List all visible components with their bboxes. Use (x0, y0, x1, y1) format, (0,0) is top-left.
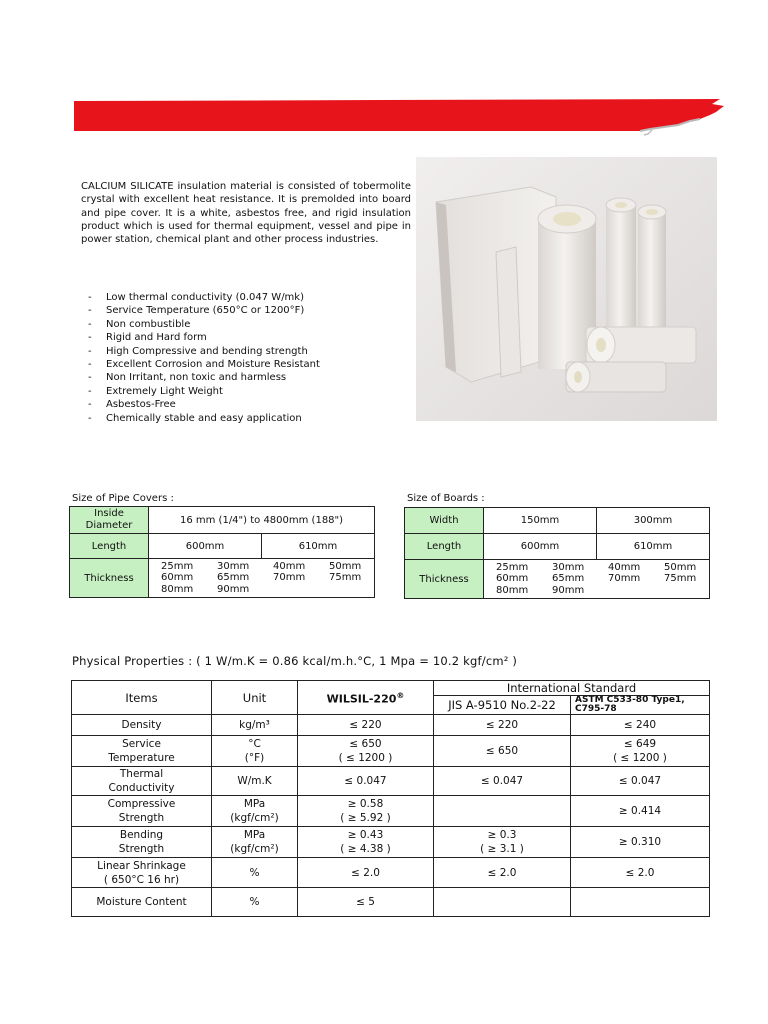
property-wilsil-cell (298, 827, 434, 858)
cell-line: ≥ 0.414 (618, 805, 662, 817)
feature-item: - Service Temperature (650°C or 1200°F) (88, 304, 320, 317)
cell-line: % (249, 896, 260, 908)
header-items: Items (72, 681, 212, 715)
thickness-value: 80mm (161, 583, 194, 595)
property-wilsil-cell (298, 796, 434, 827)
product-name: WILSIL-220 (326, 692, 397, 706)
property-astm-cell (571, 796, 710, 827)
cell-line: % (249, 866, 260, 879)
cell-line: ≤ 220 (349, 719, 382, 731)
pipe-covers-table (69, 506, 375, 598)
feature-list (88, 291, 320, 425)
inside-diameter-value: 16 mm (1/4") to 4800mm (188") (149, 507, 375, 534)
cell-line: Thermal (119, 768, 164, 780)
cell-line: ≤ 0.047 (344, 775, 387, 787)
thickness-value: 90mm (552, 584, 585, 596)
thickness-value: 25mm (496, 561, 529, 573)
cell-line: ≤ 2.0 (487, 866, 517, 879)
cell-line: ( ≤ 1200 ) (613, 752, 667, 764)
feature-item: - Extremely Light Weight (88, 385, 320, 398)
property-item-cell (72, 796, 212, 827)
cell-line: ( ≤ 1200 ) (338, 752, 393, 764)
cell-line: ≤ 0.047 (480, 775, 524, 787)
physical-properties-table (71, 680, 710, 917)
property-row (72, 858, 710, 888)
cell-line: ( ≥ 5.92 ) (340, 812, 391, 824)
property-row (72, 888, 710, 917)
property-jis-cell (434, 767, 571, 796)
property-astm-cell (571, 858, 710, 888)
width-value: 150mm (484, 508, 597, 534)
property-item-cell (72, 858, 212, 888)
property-row (72, 827, 710, 858)
property-unit-cell (212, 767, 298, 796)
property-row (72, 736, 710, 767)
thickness-value: 80mm (496, 584, 529, 596)
cell-line: ≥ 0.58 (347, 798, 384, 810)
cell-line: ( ≥ 3.1 ) (480, 843, 524, 855)
property-row (72, 715, 710, 736)
thickness-label: Thickness (405, 560, 484, 599)
cell-line: ≤ 240 (623, 719, 657, 731)
pipe-covers-caption: Size of Pipe Covers : (72, 493, 174, 504)
property-jis-cell (434, 736, 571, 767)
thickness-value: 65mm (552, 573, 585, 585)
property-jis-cell (434, 796, 571, 827)
property-wilsil-cell (298, 767, 434, 796)
thickness-value: 70mm (608, 573, 641, 585)
cell-line: ≤ 2.0 (625, 866, 655, 879)
property-astm-cell (571, 767, 710, 796)
thickness-value: 90mm (217, 583, 250, 595)
cell-line: (kgf/cm²) (230, 843, 279, 855)
property-astm-cell (571, 888, 710, 917)
cell-line: ≤ 650 (485, 745, 519, 757)
feature-item: - Chemically stable and easy application (88, 412, 320, 425)
property-unit-cell (212, 827, 298, 858)
property-wilsil-cell (298, 888, 434, 917)
feature-item: - High Compressive and bending strength (88, 345, 320, 358)
cell-line: (°F) (244, 752, 265, 764)
cell-line: MPa (243, 829, 266, 841)
cell-line: ≤ 5 (356, 896, 375, 908)
cell-line: ( 650°C 16 hr) (103, 873, 180, 886)
feature-item: - Low thermal conductivity (0.047 W/mk) (88, 291, 320, 304)
property-unit-cell (212, 858, 298, 888)
property-item-cell (72, 888, 212, 917)
feature-item: - Rigid and Hard form (88, 331, 320, 344)
property-item-cell (72, 715, 212, 736)
property-item-cell (72, 827, 212, 858)
header-jis: JIS A-9510 No.2-22 (434, 696, 571, 715)
header-international-standard: International Standard (434, 681, 710, 696)
cell-line: (kgf/cm²) (230, 812, 279, 824)
property-astm-cell (571, 827, 710, 858)
product-photo (416, 157, 717, 421)
cell-line: Strength (118, 812, 165, 824)
thickness-value: 60mm (161, 572, 194, 584)
feature-item: - Excellent Corrosion and Moisture Resistant (88, 358, 320, 371)
property-jis-cell (434, 858, 571, 888)
thickness-label: Thickness (70, 559, 149, 598)
cell-line: kg/m³ (239, 719, 270, 731)
feature-item: - Non combustible (88, 318, 320, 331)
thickness-value: 30mm (552, 561, 585, 573)
cell-line: Bending (119, 829, 164, 841)
thickness-value: 30mm (217, 560, 250, 572)
cell-line: ≤ 0.047 (618, 775, 662, 787)
property-row (72, 796, 710, 827)
property-unit-cell (212, 715, 298, 736)
cell-line: W/m.K (237, 775, 272, 787)
physical-properties-title: Physical Properties : ( 1 W/m.K = 0.86 kcal/m.h.°C, 1 Mpa = 10.2 kgf/cm² ) (72, 654, 518, 668)
property-jis-cell (434, 827, 571, 858)
cell-line: ≥ 0.310 (618, 836, 662, 848)
property-row (72, 767, 710, 796)
width-label: Width (405, 508, 484, 534)
boards-table (404, 507, 710, 599)
cell-line: MPa (243, 798, 266, 810)
property-item-cell (72, 736, 212, 767)
thickness-value: 60mm (496, 573, 529, 585)
cell-line: ≥ 0.3 (487, 829, 517, 841)
cell-line: Moisture Content (96, 896, 187, 908)
width-value: 300mm (597, 508, 710, 534)
feature-item: - Non Irritant, non toxic and harmless (88, 371, 320, 384)
inside-diameter-label: Inside Diameter (70, 507, 149, 534)
registered-mark: ® (396, 690, 405, 700)
length-label: Length (70, 534, 149, 559)
property-unit-cell (212, 888, 298, 917)
cell-line: Strength (118, 843, 165, 855)
length-value: 600mm (149, 534, 262, 559)
intro-paragraph: CALCIUM SILICATE insulation material is consisted of tobermolite crystal with excellent heat resistance. It is premolded into board and pipe cover. It is a white, asbestos free, and rigid insulation product which is used for thermal equipment, vessel and pipe in power station, chemical plant and other process industries. (81, 181, 411, 246)
length-value: 600mm (484, 534, 597, 560)
header-unit: Unit (212, 681, 298, 715)
cell-line: ≤ 649 (623, 738, 657, 750)
cell-line: °C (248, 738, 261, 750)
cell-line: Compressive (107, 798, 176, 810)
header-product (298, 681, 434, 715)
cell-line: Density (121, 719, 162, 731)
cell-line: Service (122, 738, 161, 750)
thickness-value: 50mm (664, 561, 697, 573)
cell-line: Conductivity (108, 782, 175, 794)
thickness-value: 75mm (329, 572, 362, 584)
cell-line: Temperature (108, 752, 175, 764)
property-jis-cell (434, 715, 571, 736)
property-wilsil-cell (298, 858, 434, 888)
cell-line: ( ≥ 4.38 ) (340, 843, 391, 855)
property-jis-cell (434, 888, 571, 917)
thickness-value: 50mm (329, 560, 362, 572)
cell-line: ≥ 0.43 (347, 829, 384, 841)
property-item-cell (72, 767, 212, 796)
property-wilsil-cell (298, 715, 434, 736)
cell-line: ≤ 650 (349, 738, 382, 750)
property-wilsil-cell (298, 736, 434, 767)
boards-caption: Size of Boards : (407, 493, 485, 504)
feature-item: - Asbestos-Free (88, 398, 320, 411)
cell-line: Linear Shrinkage (97, 859, 186, 872)
length-value: 610mm (262, 534, 375, 559)
thickness-values (484, 560, 710, 599)
property-unit-cell (212, 736, 298, 767)
thickness-value: 25mm (161, 560, 194, 572)
length-value: 610mm (597, 534, 710, 560)
thickness-value: 40mm (273, 560, 306, 572)
thickness-value: 65mm (217, 572, 250, 584)
red-banner (0, 0, 768, 140)
property-astm-cell (571, 715, 710, 736)
property-unit-cell (212, 796, 298, 827)
length-label: Length (405, 534, 484, 560)
cell-line: ≤ 2.0 (351, 866, 380, 879)
header-astm: ASTM C533-80 Type1, C795-78 (571, 696, 710, 715)
cell-line: ≤ 220 (485, 719, 519, 731)
thickness-value: 70mm (273, 572, 306, 584)
property-astm-cell (571, 736, 710, 767)
thickness-value: 40mm (608, 561, 641, 573)
thickness-value: 75mm (664, 573, 697, 585)
thickness-values (149, 559, 375, 598)
